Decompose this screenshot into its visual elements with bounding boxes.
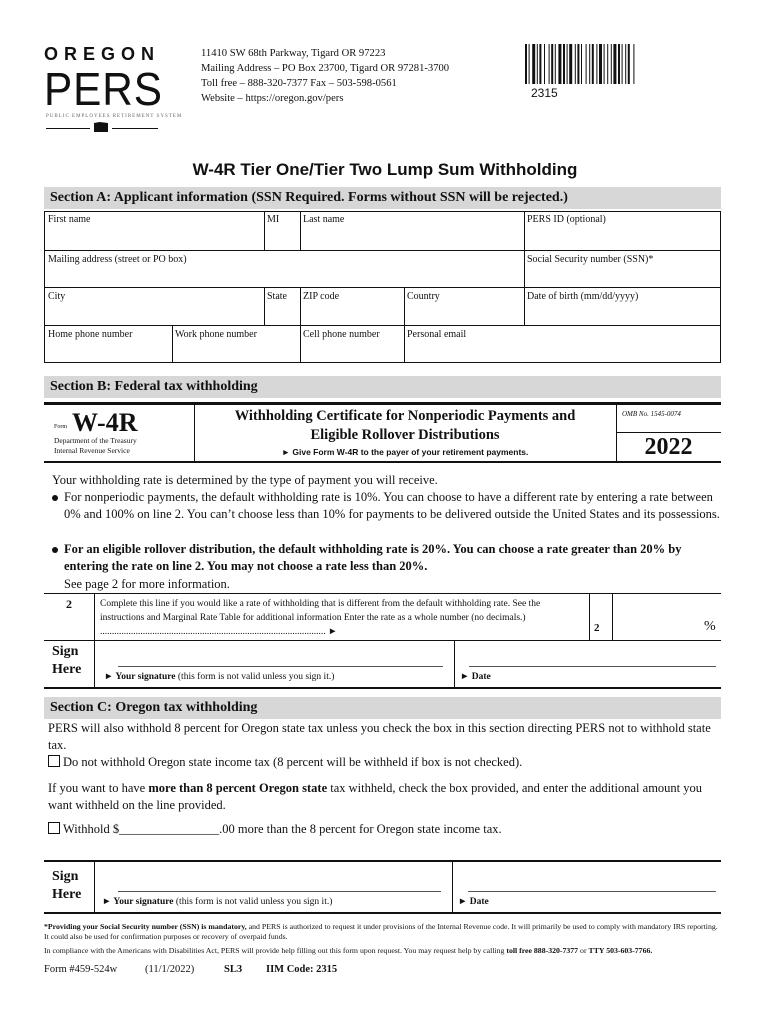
w4r-header-box	[44, 402, 721, 464]
sign-label	[52, 643, 81, 679]
cert-title-1: Withholding Certificate for Nonperiodic Payments and	[234, 408, 576, 424]
line-2-instructions: Complete this line if you would like a rate of withholding that is different from the default withholding rate. See the instructions and Marginal Rate Table for additional information Enter the rate as a whole number (no decimals.) ............................................................................................... ►	[100, 599, 541, 637]
logo-tagline: PUBLIC EMPLOYEES RETIREMENT SYSTEM	[46, 114, 183, 119]
form-title: W-4R Tier One/Tier Two Lump Sum Withholding	[192, 160, 578, 179]
mailing-address-field[interactable]: Mailing address (street or PO box)	[48, 254, 187, 265]
bullet-text: For nonperiodic payments, the default withholding rate is 10%. You can choose to have a different rate by entering a rate between 0% and 100% on line 2. You can’t choose less than 10% for payments to be delivered outside the United States and its possessions.	[64, 490, 720, 521]
barcode-number: 2315	[531, 86, 558, 100]
form-number: Form #459-524w	[44, 964, 118, 975]
cert-title-2: Eligible Rollover Distributions	[310, 427, 500, 443]
mi-field[interactable]: MI	[267, 214, 280, 225]
bullet-icon	[52, 547, 58, 553]
address-block	[201, 46, 449, 106]
no-oregon-tax-checkbox[interactable]	[48, 755, 60, 767]
dept-line-1: Department of the Treasury	[54, 436, 137, 445]
city-field[interactable]: City	[48, 291, 66, 302]
oregon-state-icon	[94, 122, 108, 132]
sign-word: Sign	[52, 644, 79, 659]
additional-withhold-checkbox[interactable]	[48, 822, 60, 834]
additional-withhold-text	[48, 780, 720, 814]
logo-pers-text: PERS	[44, 63, 163, 115]
form-label: Form	[54, 424, 68, 430]
cell-phone-field[interactable]: Cell phone number	[303, 329, 380, 340]
text-bold: more than 8 percent Oregon state	[148, 781, 328, 795]
signature-note: (this form is not valid unless you sign it.)	[177, 672, 335, 682]
sign-row-b	[44, 641, 721, 689]
checkbox-label: Do not withhold Oregon state income tax (8 percent will be withheld if box is not checked).	[63, 755, 523, 769]
date-label: ► Date	[458, 897, 489, 907]
ada-footnote	[44, 946, 721, 956]
date-input[interactable]	[469, 643, 716, 665]
country-field[interactable]: Country	[407, 291, 440, 302]
barcode-icon	[523, 44, 723, 84]
dept-line-2: Internal Revenue Service	[54, 446, 130, 455]
section-c-heading: Section C: Oregon tax withholding	[44, 697, 721, 719]
email-field[interactable]: Personal email	[407, 329, 467, 340]
first-name-field[interactable]: First name	[48, 214, 91, 225]
date-label: ► Date	[460, 672, 491, 682]
sign-label	[52, 868, 81, 904]
bullet-icon	[52, 495, 58, 501]
form-code-iim: IIM Code: 2315	[266, 964, 338, 975]
withholding-intro: Your withholding rate is determined by the type of payment you will receive.	[52, 473, 438, 487]
state-field[interactable]: State	[267, 291, 287, 302]
address-line: 11410 SW 68th Parkway, Tigard OR 97223	[201, 48, 386, 59]
line-2-row	[44, 593, 721, 641]
footnote-bold: toll free 888-320-7377	[506, 946, 579, 955]
signature-note: (this form is not valid unless you sign it.)	[175, 897, 333, 907]
sign-row-c	[44, 860, 721, 914]
applicant-info-grid	[44, 211, 721, 363]
footnote-text: or	[578, 946, 589, 955]
signature-caption	[102, 897, 332, 907]
percent-sign: %	[704, 619, 716, 634]
footnote-text: and PERS is authorized to request it under provisions of the Internal Revenue code. It will primarily be used to comply with mandatory IRS reporting. It could also be used for confirmation purposes or recovery of overpaid funds.	[44, 922, 718, 941]
section-b-heading: Section B: Federal tax withholding	[44, 376, 721, 398]
logo-oregon-text: OREGON	[44, 44, 161, 64]
signature-input[interactable]	[118, 643, 443, 665]
form-date: (11/1/2022)	[145, 964, 195, 975]
signature-caption	[104, 672, 334, 682]
footnote-bold: *Providing your Social Security number (SSN) is mandatory,	[44, 922, 247, 931]
sign-word: Sign	[52, 869, 79, 884]
bullet-text: For an eligible rollover distribution, the default withholding rate is 20%. You can choose a rate greater than 20% by entering the rate on line 2. You may not choose a rate less than 20%.	[64, 542, 682, 573]
checkbox-label: Withhold $________________.00 more than the 8 percent for Oregon state income tax.	[63, 822, 502, 836]
form-code-sl: SL3	[224, 964, 243, 975]
cert-subtitle: ► Give Form W-4R to the payer of your retirement payments.	[281, 447, 529, 457]
oregon-withhold-text: PERS will also withhold 8 percent for Oregon state tax unless you check the box in this section directing PERS not to withhold state tax.	[48, 721, 711, 752]
address-line: Mailing Address – PO Box 23700, Tigard OR 97281-3700	[201, 63, 450, 74]
see-page-note: See page 2 for more information.	[64, 577, 230, 591]
omb-number: OMB No. 1545-0074	[622, 410, 681, 418]
bullet-nonperiodic	[52, 489, 722, 523]
form-name: W-4R	[72, 408, 138, 437]
logo-divider-right	[112, 128, 158, 129]
last-name-field[interactable]: Last name	[303, 214, 345, 225]
here-word: Here	[52, 662, 82, 677]
zip-field[interactable]: ZIP code	[303, 291, 340, 302]
logo-divider-left	[46, 128, 90, 129]
dob-field[interactable]: Date of birth (mm/dd/yyyy)	[527, 291, 639, 302]
here-word: Here	[52, 887, 82, 902]
line-box-number: 2	[594, 622, 600, 634]
text-part: tax withheld, check the box provided, and enter the additional amount you want withheld on the line provided.	[48, 781, 703, 812]
signature-label: ► Your signature	[104, 672, 176, 682]
ssn-field[interactable]: Social Security number (SSN)*	[527, 254, 654, 265]
signature-label: ► Your signature	[102, 897, 174, 907]
form-year: 2022	[644, 434, 693, 460]
date-input[interactable]	[468, 866, 716, 890]
bullet-rollover	[52, 541, 722, 575]
signature-input[interactable]	[118, 866, 441, 890]
line-number: 2	[66, 597, 72, 611]
footnote-bold: TTY 503-603-7766.	[588, 946, 653, 955]
address-line: Website – https://oregon.gov/pers	[201, 93, 344, 104]
footnote-text: In compliance with the Americans with Disabilities Act, PERS will provide help filling out this form upon request. You may request help by calling	[44, 946, 507, 955]
checkbox-row-2	[48, 821, 502, 838]
section-a-heading: Section A: Applicant information (SSN Required. Forms without SSN will be rejected.)	[44, 187, 721, 209]
work-phone-field[interactable]: Work phone number	[175, 329, 257, 340]
checkbox-row-1	[48, 754, 522, 771]
pers-id-field[interactable]: PERS ID (optional)	[527, 214, 606, 225]
home-phone-field[interactable]: Home phone number	[48, 329, 133, 340]
text-part: If you want to have	[48, 781, 149, 795]
ssn-footnote	[44, 922, 721, 942]
address-line: Toll free – 888-320-7377 Fax – 503-598-0561	[201, 78, 397, 89]
